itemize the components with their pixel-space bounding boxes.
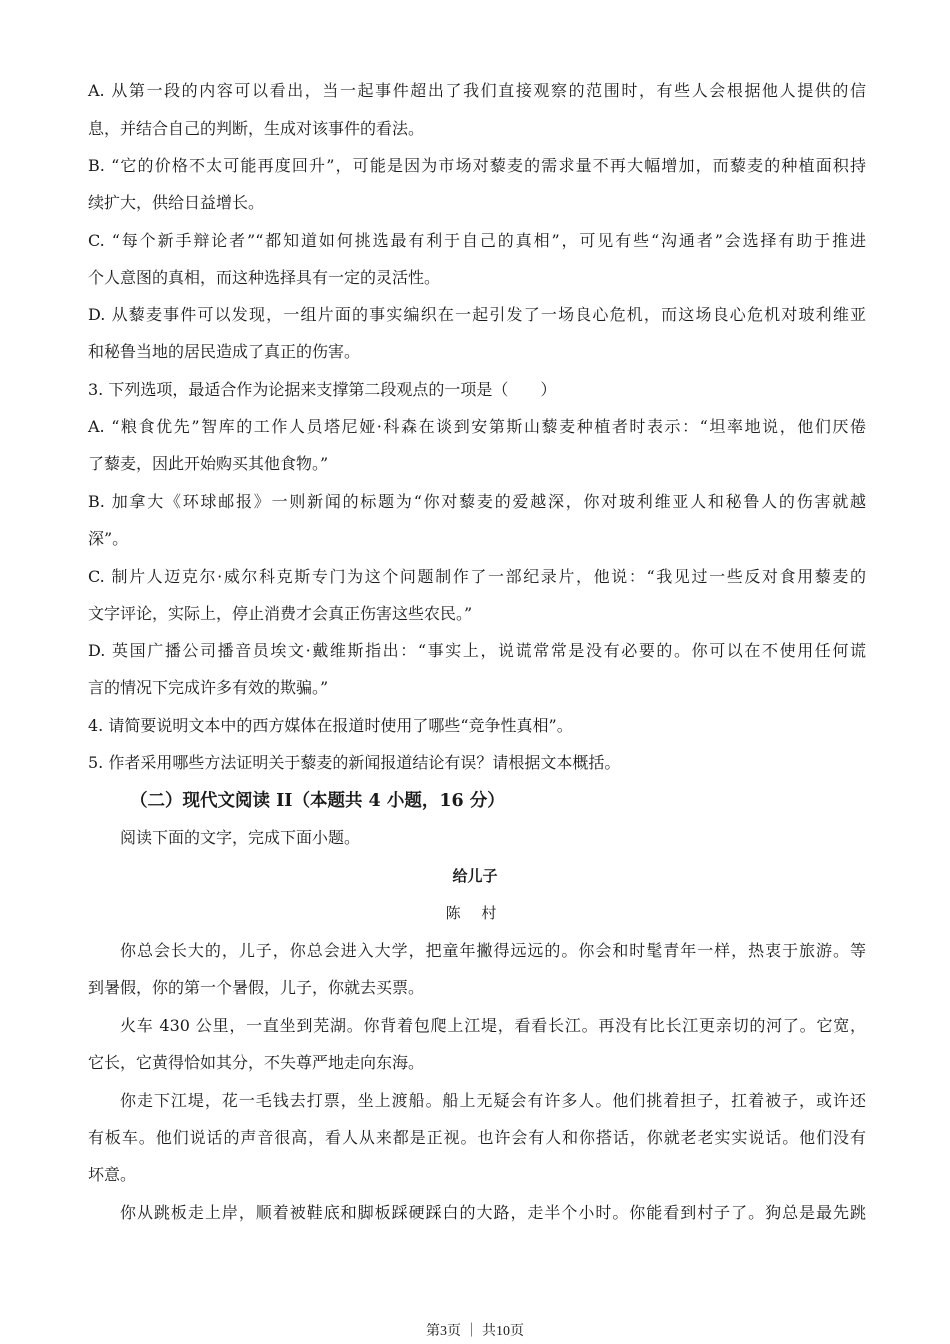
q4-stem: 4. 请简要说明文本中的西方媒体在报道时使用了哪些“竞争性真相”。: [88, 716, 573, 735]
q2-option-c-line2: 个人意图的真相，而这种选择具有一定的灵活性。: [88, 268, 441, 287]
q3-option-a-line1: A. “粮食优先”智库的工作人员塔尼娅·科森在谈到安第斯山藜麦种植者时表示：“坦率地说，他们厌倦: [88, 417, 866, 436]
q2-option-a-line2: 息，并结合自己的判断，生成对该事件的看法。: [88, 119, 425, 138]
q3-option-d-line2: 言的情况下完成许多有效的欺骗。”: [88, 678, 329, 697]
q3-option-b-line1: B. 加拿大《环球邮报》一则新闻的标题为“你对藜麦的爱越深，你对玻利维亚人和秘鲁人的伤害就越: [88, 492, 866, 511]
section-instruction: 阅读下面的文字，完成下面小题。: [120, 828, 361, 847]
q3-option-c-line2: 文字评论，实际上，停止消费才会真正伤害这些农民。”: [88, 604, 473, 623]
q2-option-d-line2: 和秘鲁当地的居民造成了真正的伤害。: [88, 342, 361, 361]
q2-option-b-line1: B. “它的价格不太可能再度回升”，可能是因为市场对藜麦的需求量不再大幅增加，而藜麦的种植面积持: [88, 156, 866, 175]
passage-p1-line2: 到暑假，你的第一个暑假，儿子，你就去买票。: [88, 978, 425, 997]
passage-p4-line1: 你从跳板走上岸，顺着被鞋底和脚板踩硬踩白的大路，走半个小时。你能看到村子了。狗总是最先跳: [120, 1203, 866, 1222]
q3-option-a-line2: 了藜麦，因此开始购买其他食物。”: [88, 454, 329, 473]
q3-stem: 3. 下列选项，最适合作为论据来支撑第二段观点的一项是（ ）: [88, 380, 557, 399]
q2-option-b-line2: 续扩大，供给日益增长。: [88, 193, 265, 212]
q5-stem: 5. 作者采用哪些方法证明关于藜麦的新闻报道结论有误？请根据文本概括。: [88, 753, 621, 772]
passage-p1-line1: 你总会长大的，儿子，你总会进入大学，把童年撇得远远的。你会和时髦青年一样，热衷于旅游。等: [120, 941, 866, 960]
passage-p3-line1: 你走下江堤，花一毛钱去打票，坐上渡船。船上无疑会有许多人。他们挑着担子，扛着被子，或许还: [120, 1091, 866, 1110]
passage-p3-line3: 坏意。: [88, 1165, 137, 1184]
passage-p2-line1: 火车 430 公里，一直坐到芜湖。你背着包爬上江堤，看看长江。再没有比长江更亲切的河了。它宽，: [120, 1016, 866, 1035]
q2-option-c-line1: C. “每个新手辩论者”“都知道如何挑选最有利于自己的真相”，可见有些“沟通者”会选择有助于推进: [88, 231, 866, 250]
q2-option-d-line1: D. 从藜麦事件可以发现，一组片面的事实编织在一起引发了一场良心危机，而这场良心危机对玻利维亚: [88, 305, 866, 324]
q3-option-c-line1: C. 制片人迈克尔·威尔科克斯专门为这个问题制作了一部纪录片，他说：“我见过一些反对食用藜麦的: [88, 567, 866, 586]
section-heading: （二）现代文阅读 II（本题共 4 小题，16 分）: [130, 791, 505, 811]
q3-option-b-line2: 深”。: [88, 529, 129, 548]
passage-p3-line2: 有板车。他们说话的声音很高，看人从来都是正视。也许会有人和你搭话，你就老老实实说话。他们没有: [88, 1128, 866, 1147]
passage-title: 给儿子: [452, 867, 498, 885]
q2-option-a-line1: A. 从第一段的内容可以看出，当一起事件超出了我们直接观察的范围时，有些人会根据他人提供的信: [88, 81, 866, 100]
passage-author: 陈 村: [445, 904, 505, 922]
passage-p2-line2: 它长，它黄得恰如其分，不失尊严地走向东海。: [88, 1053, 425, 1072]
page-footer: 第3页 ｜ 共10页: [426, 1324, 524, 1339]
q3-option-d-line1: D. 英国广播公司播音员埃文·戴维斯指出：“事实上，说谎常常是没有必要的。你可以在不使用任何谎: [88, 641, 866, 660]
